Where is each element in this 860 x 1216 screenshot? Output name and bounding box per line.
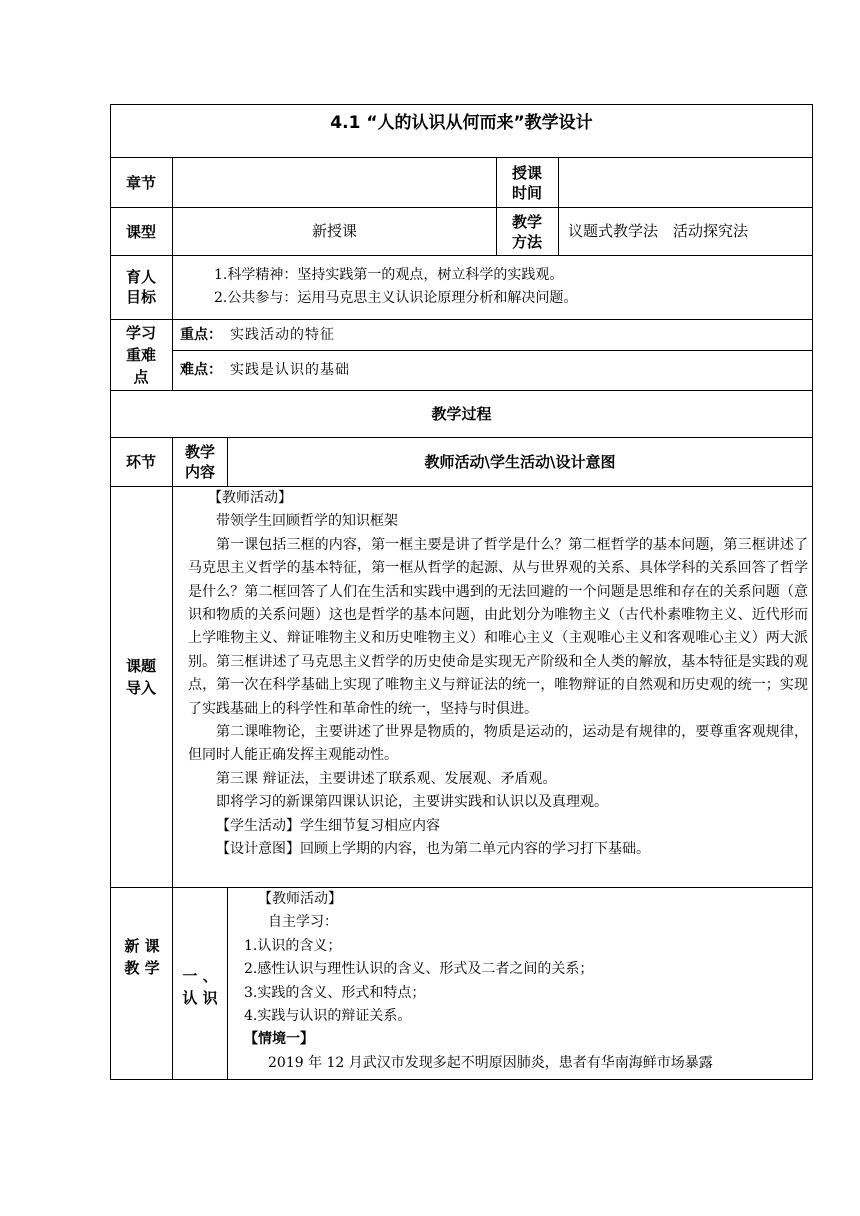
difficult-point-value: 实践是认识的基础	[230, 362, 350, 378]
key-points-label: 学习重难点	[125, 324, 156, 386]
education-goal-list	[214, 264, 809, 314]
header-content: 教学内容	[184, 443, 215, 481]
new-lesson-line: 2019 年 12 月武汉市发现多起不明原因肺炎，患者有华南海鲜市场暴露	[268, 1054, 713, 1071]
intro-line: 即将学习的新课第四课认识论，主要讲实践和认识以及真理观。	[216, 794, 608, 811]
key-point-value: 实践活动的特征	[230, 326, 335, 343]
new-lesson-content	[244, 888, 810, 1078]
lesson-type-label: 课型	[125, 222, 156, 241]
new-lesson-line: 【教师活动】	[258, 891, 342, 907]
new-lesson-line: 2.感性认识与理性认识的含义、形式及二者之间的关系；	[244, 961, 594, 978]
teaching-method-label: 教学方法	[511, 213, 542, 251]
lesson-type-value: 新授课	[311, 222, 357, 240]
header-stage: 环节	[125, 453, 156, 471]
intro-line: 第二课唯物论，主要讲述了世界是物质的，物质是运动的，运动是有规律的，要尊重客观规律，但同时人能正确发挥主观能动性。	[188, 724, 808, 764]
header-activity: 教师活动\学生活动\设计意图	[424, 453, 616, 471]
new-lesson-line: 【情境一】	[244, 1031, 314, 1048]
new-lesson-label: 新 课 教 学	[124, 937, 160, 977]
class-time-value	[559, 158, 812, 207]
intro-line: 第三课 辩证法，主要讲述了联系观、发展观、矛盾观。	[216, 770, 557, 787]
intro-content	[188, 487, 808, 885]
intro-line: 【学生活动】学生细节复习相应内容	[216, 817, 440, 834]
new-lesson-line: 3.实践的含义、形式和特点；	[244, 984, 426, 1001]
goal-item: 2.公共参与：运用马克思主义认识论原理分析和解决问题。	[214, 290, 578, 306]
difficult-point-label: 难点：	[180, 362, 222, 378]
intro-line: 【教师活动】	[208, 490, 292, 506]
document-title: 4.1 “人的认识从何而来”教学设计	[330, 112, 593, 133]
new-lesson-content-label: 一 、认 识	[182, 967, 218, 1007]
key-point-row	[180, 320, 810, 350]
chapter-value	[173, 158, 496, 207]
intro-label: 课题导入	[125, 657, 156, 697]
difficult-point-row	[180, 351, 810, 390]
teaching-method-value: 议题式教学法 活动探究法	[568, 222, 749, 240]
education-goal-label: 育人目标	[125, 268, 156, 306]
chapter-label: 章节	[125, 173, 156, 192]
key-point-label: 重点：	[180, 326, 222, 343]
intro-line: 带领学生回顾哲学的知识框架	[216, 513, 398, 530]
class-time-label: 授课时间	[511, 164, 542, 202]
new-lesson-line: 1.认识的含义；	[244, 937, 342, 954]
lesson-plan-table	[110, 104, 813, 1080]
intro-line: 第一课包括三框的内容，第一框主要是讲了哲学是什么？第二框哲学的基本问题，第三框讲述了马克思主义哲学的基本特征，第一框从哲学的起源、从与世界观的关系、具体学科的关系回答了哲学是什么？第二框回答了人们在生活和实践中遇到的无法回避的一个问题是思维和存在的关系问题（意识和物质的关系问题）这也是哲学的基本问题，由此划分为唯物主义（古代朴素唯物主义、近代形而上学唯物主义、辩证唯物主义和历史唯物主义）和唯心主义（主观唯心主义和客观唯心主义）两大派别。第三框讲述了马克思主义哲学的历史使命是实现无产阶级和全人类的解放，基本特征是实践的观点，第一次在科学基础上实现了唯物主义与辩证法的统一，唯物辩证的自然观和历史观的统一；实现了实践基础上的科学性和革命性的统一，坚持与时俱进。	[188, 536, 808, 717]
goal-item: 1.科学精神：坚持实践第一的观点，树立科学的实践观。	[214, 267, 564, 283]
section-title: 教学过程	[431, 405, 492, 423]
new-lesson-line: 自主学习：	[268, 914, 338, 931]
intro-line: 【设计意图】回顾上学期的内容，也为第二单元内容的学习打下基础。	[216, 841, 650, 858]
new-lesson-line: 4.实践与认识的辩证关系。	[244, 1008, 412, 1025]
